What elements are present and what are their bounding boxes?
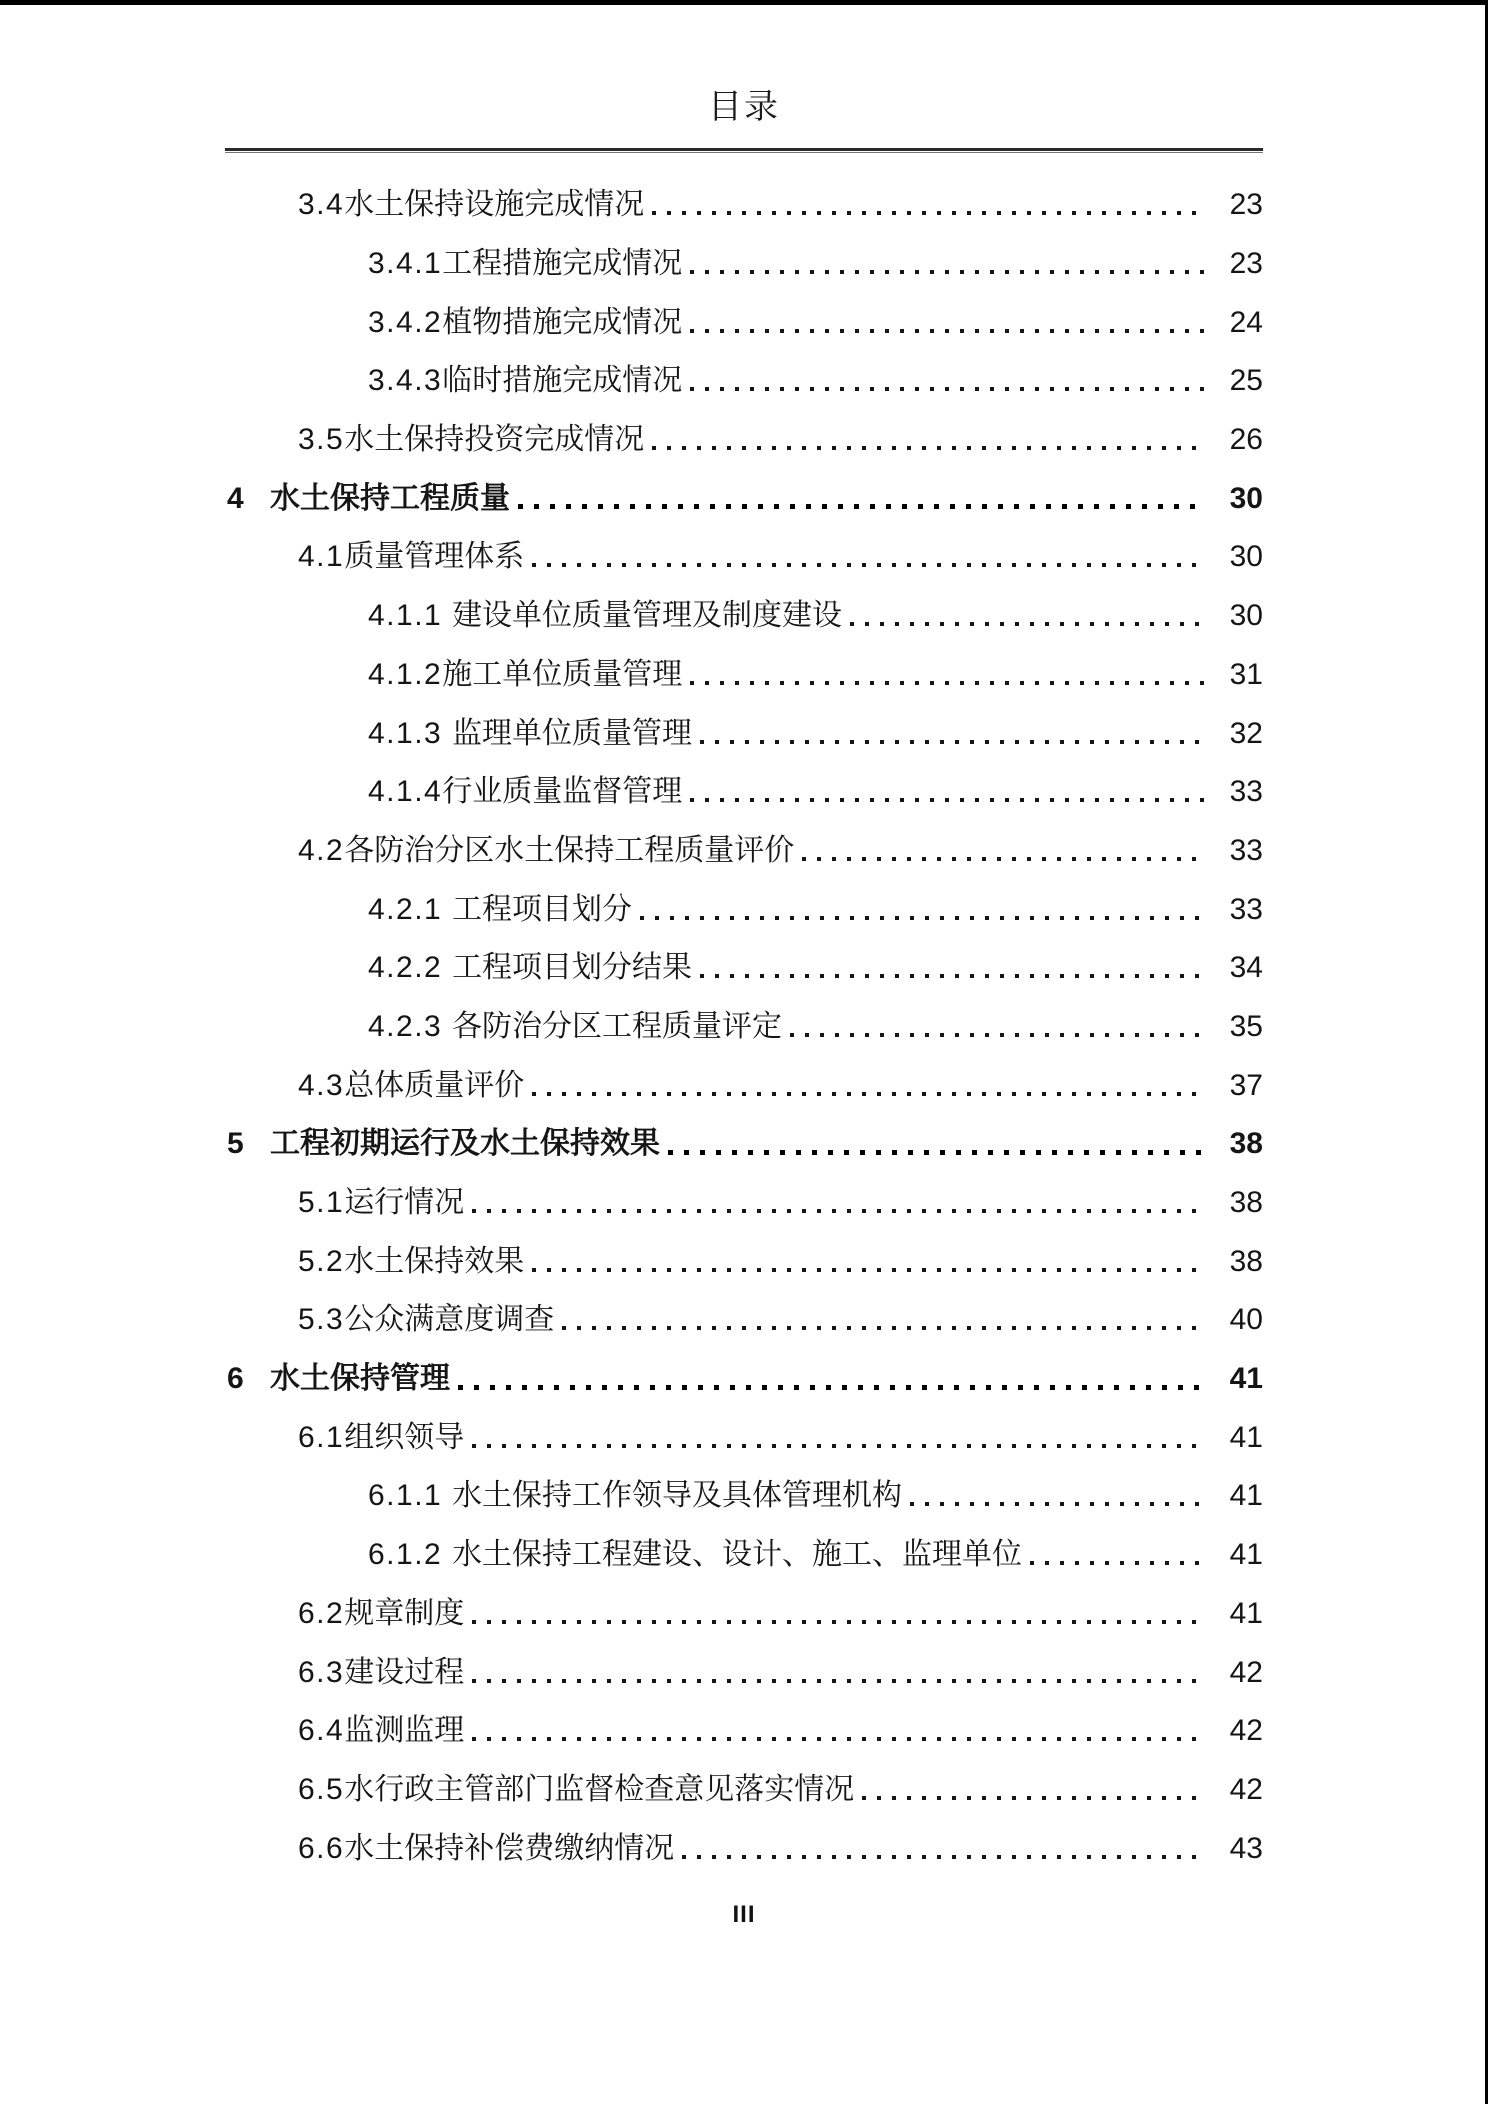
- toc-entry-number: 4.1: [298, 540, 345, 574]
- toc-entry-number: 6: [227, 1362, 246, 1396]
- toc-entry-number: 4.1.4: [368, 775, 443, 809]
- toc-entry[interactable]: [227, 1174, 1263, 1233]
- dot-leader: [472, 1620, 1205, 1624]
- toc-entry-page: 38: [1229, 1244, 1263, 1278]
- toc-entry-title: 工程项目划分结果: [452, 951, 693, 985]
- toc-entry-number: 4.2.1: [368, 892, 453, 926]
- toc-entry-page: 41: [1229, 1479, 1263, 1513]
- toc-entry-title: 水土保持设施完成情况: [344, 188, 645, 222]
- toc-entry[interactable]: [227, 939, 1263, 998]
- toc-entry-number: 3.4.3: [368, 364, 443, 398]
- dot-leader: [690, 329, 1205, 333]
- toc-entry-title: 工程项目划分: [452, 892, 633, 926]
- dot-leader: [802, 857, 1205, 861]
- toc-entry[interactable]: [227, 176, 1263, 235]
- toc-entry-page: 23: [1229, 188, 1263, 222]
- toc-entry-page: 30: [1229, 599, 1263, 633]
- dot-leader: [790, 1033, 1205, 1037]
- toc-list: [227, 176, 1263, 1878]
- dot-leader: [700, 974, 1205, 978]
- toc-entry-page: 41: [1229, 1538, 1263, 1572]
- toc-entry-number: 5.2: [298, 1244, 345, 1278]
- dot-leader: [518, 504, 1205, 509]
- dot-leader: [472, 1209, 1205, 1213]
- toc-entry-title: 监测监理: [344, 1714, 465, 1748]
- toc-entry[interactable]: [227, 1291, 1263, 1350]
- dot-leader: [862, 1796, 1205, 1800]
- dot-leader: [532, 1268, 1205, 1272]
- toc-entry-page: 41: [1229, 1596, 1263, 1630]
- toc-entry-title: 水土保持工作领导及具体管理机构: [452, 1479, 903, 1513]
- toc-entry[interactable]: [227, 822, 1263, 881]
- toc-entry-title: 工程措施完成情况: [442, 247, 683, 281]
- toc-entry-title: 水土保持投资完成情况: [344, 423, 645, 457]
- page-title: 目录: [708, 89, 780, 126]
- toc-entry-number: 6.1.2: [368, 1538, 453, 1572]
- toc-entry-number: 4.3: [298, 1068, 345, 1102]
- toc-entry-title: 公众满意度调查: [344, 1303, 555, 1337]
- toc-entry-page: 33: [1229, 833, 1263, 867]
- toc-entry-title: 各防治分区工程质量评定: [452, 1009, 783, 1043]
- toc-entry[interactable]: [227, 1408, 1263, 1467]
- toc-entry-number: 4.1.2: [368, 657, 443, 691]
- dot-leader: [640, 916, 1205, 920]
- toc-entry-page: 23: [1229, 247, 1263, 281]
- dot-leader: [532, 1092, 1205, 1096]
- toc-entry-page: 33: [1229, 775, 1263, 809]
- page-top-border: [0, 0, 1488, 5]
- toc-entry-number: 4.2.3: [368, 1009, 453, 1043]
- toc-entry[interactable]: [227, 1467, 1263, 1526]
- toc-entry-page: 42: [1229, 1772, 1263, 1806]
- toc-entry[interactable]: [227, 646, 1263, 705]
- dot-leader: [700, 740, 1205, 744]
- toc-entry[interactable]: [227, 469, 1263, 528]
- toc-entry-page: 41: [1229, 1420, 1263, 1454]
- dot-leader: [652, 211, 1205, 215]
- toc-entry-number: 3.5: [298, 423, 345, 457]
- toc-entry-title: 施工单位质量管理: [442, 657, 683, 691]
- toc-entry-title: 质量管理体系: [344, 540, 525, 574]
- toc-entry-page: 30: [1229, 481, 1263, 515]
- toc-entry[interactable]: [227, 1819, 1263, 1878]
- toc-entry-page: 30: [1229, 540, 1263, 574]
- toc-entry-title: 建设单位质量管理及制度建设: [452, 599, 843, 633]
- toc-entry[interactable]: [227, 1702, 1263, 1761]
- toc-entry-number: 3.4.1: [368, 247, 443, 281]
- toc-entry[interactable]: [227, 235, 1263, 294]
- toc-entry-page: 42: [1229, 1714, 1263, 1748]
- footer-page-number: III: [732, 1901, 756, 1928]
- toc-entry-title: 水土保持工程建设、设计、施工、监理单位: [452, 1538, 1023, 1572]
- toc-entry[interactable]: [227, 704, 1263, 763]
- toc-entry[interactable]: [227, 1643, 1263, 1702]
- toc-entry[interactable]: [227, 998, 1263, 1057]
- toc-entry-page: 26: [1229, 423, 1263, 457]
- toc-entry-title: 规章制度: [344, 1596, 465, 1630]
- toc-entry[interactable]: [227, 293, 1263, 352]
- dot-leader: [1030, 1561, 1205, 1565]
- toc-entry-number: 6.4: [298, 1714, 345, 1748]
- toc-entry-page: 43: [1229, 1831, 1263, 1865]
- dot-leader: [910, 1502, 1205, 1506]
- page-footer: [0, 1901, 1488, 1929]
- toc-entry-number: 6.5: [298, 1772, 345, 1806]
- toc-entry-page: 38: [1229, 1127, 1263, 1161]
- toc-entry[interactable]: [227, 763, 1263, 822]
- toc-entry-number: 4: [227, 481, 246, 515]
- toc-entry-title: 植物措施完成情况: [442, 305, 683, 339]
- toc-entry[interactable]: [227, 587, 1263, 646]
- toc-entry-page: 41: [1229, 1362, 1263, 1396]
- header-divider: [225, 148, 1263, 153]
- dot-leader: [472, 1679, 1205, 1683]
- toc-entry-page: 40: [1229, 1303, 1263, 1337]
- dot-leader: [472, 1737, 1205, 1741]
- dot-leader: [472, 1444, 1205, 1448]
- toc-entry[interactable]: [227, 880, 1263, 939]
- toc-entry-number: 3.4: [298, 188, 345, 222]
- toc-entry-page: 35: [1229, 1009, 1263, 1043]
- toc-entry-number: 5.1: [298, 1186, 345, 1220]
- toc-entry[interactable]: [227, 1585, 1263, 1644]
- toc-entry-title: 工程初期运行及水土保持效果: [270, 1127, 660, 1161]
- dot-leader: [850, 622, 1205, 626]
- toc-entry-title: 运行情况: [344, 1186, 465, 1220]
- divider-thin-line: [225, 152, 1263, 153]
- toc-entry-number: 6.1: [298, 1420, 345, 1454]
- toc-entry-number: 3.4.2: [368, 305, 443, 339]
- toc-entry[interactable]: [227, 1232, 1263, 1291]
- toc-entry-page: 33: [1229, 892, 1263, 926]
- toc-entry[interactable]: [227, 1526, 1263, 1585]
- toc-entry[interactable]: [227, 352, 1263, 411]
- toc-entry-number: 6.3: [298, 1655, 345, 1689]
- dot-leader: [458, 1385, 1205, 1390]
- toc-entry-title: 组织领导: [344, 1420, 465, 1454]
- toc-entry-title: 水土保持管理: [270, 1362, 450, 1396]
- toc-entry-page: 25: [1229, 364, 1263, 398]
- toc-entry-title: 各防治分区水土保持工程质量评价: [344, 833, 795, 867]
- toc-entry[interactable]: [227, 1761, 1263, 1820]
- toc-entry[interactable]: [227, 528, 1263, 587]
- toc-entry-number: 6.6: [298, 1831, 345, 1865]
- toc-entry-title: 行业质量监督管理: [442, 775, 683, 809]
- dot-leader: [690, 798, 1205, 802]
- toc-entry[interactable]: [227, 1056, 1263, 1115]
- toc-entry-title: 水土保持效果: [344, 1244, 525, 1278]
- toc-entry[interactable]: [227, 1350, 1263, 1409]
- toc-entry-title: 监理单位质量管理: [452, 716, 693, 750]
- toc-entry-number: 4.1.3: [368, 716, 453, 750]
- toc-entry-title: 水行政主管部门监督检查意见落实情况: [344, 1772, 855, 1806]
- toc-entry-title: 临时措施完成情况: [442, 364, 683, 398]
- toc-entry-page: 42: [1229, 1655, 1263, 1689]
- toc-entry-title: 总体质量评价: [344, 1068, 525, 1102]
- toc-entry-page: 34: [1229, 951, 1263, 985]
- dot-leader: [690, 270, 1205, 274]
- dot-leader: [682, 1855, 1205, 1859]
- toc-entry-number: 5.3: [298, 1303, 345, 1337]
- toc-entry-page: 38: [1229, 1186, 1263, 1220]
- toc-entry-number: 6.1.1: [368, 1479, 453, 1513]
- toc-entry[interactable]: [227, 1115, 1263, 1174]
- toc-entry-number: 5: [227, 1127, 246, 1161]
- toc-entry-page: 24: [1229, 305, 1263, 339]
- toc-entry-page: 31: [1229, 657, 1263, 691]
- dot-leader: [668, 1150, 1205, 1155]
- toc-entry-number: 4.1.1: [368, 599, 453, 633]
- dot-leader: [652, 446, 1205, 450]
- toc-entry-number: 4.2.2: [368, 951, 453, 985]
- toc-entry-number: 4.2: [298, 833, 345, 867]
- dot-leader: [562, 1326, 1205, 1330]
- toc-entry-title: 水土保持补偿费缴纳情况: [344, 1831, 675, 1865]
- dot-leader: [690, 387, 1205, 391]
- toc-entry-title: 水土保持工程质量: [270, 481, 510, 515]
- toc-entry-page: 37: [1229, 1068, 1263, 1102]
- toc-entry-title: 建设过程: [344, 1655, 465, 1689]
- dot-leader: [690, 681, 1205, 685]
- toc-entry-number: 6.2: [298, 1596, 345, 1630]
- dot-leader: [532, 563, 1205, 567]
- toc-entry[interactable]: [227, 411, 1263, 470]
- toc-entry-page: 32: [1229, 716, 1263, 750]
